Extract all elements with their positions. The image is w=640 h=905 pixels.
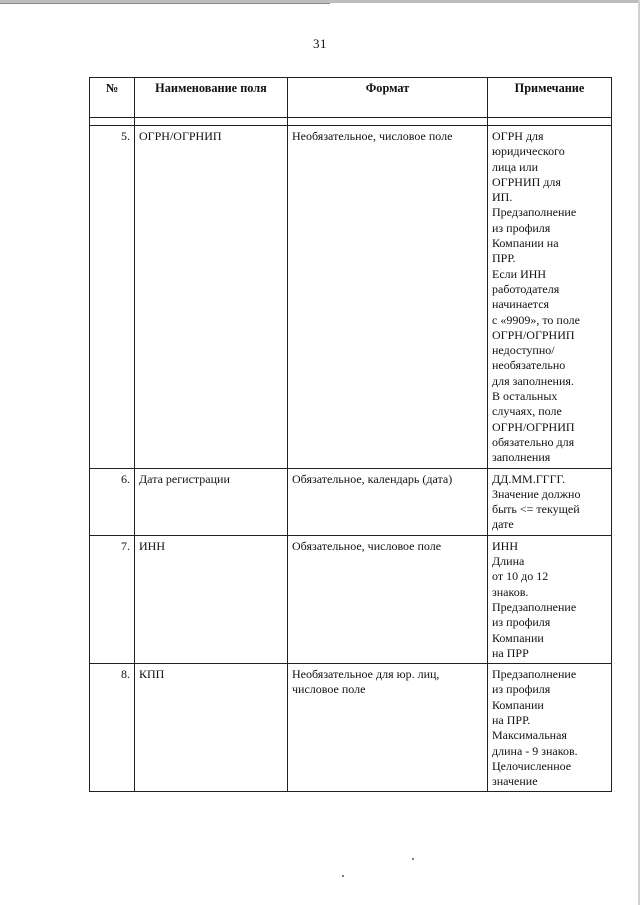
note-line: от 10 до 12 [492,569,549,584]
note-line: ИП. [492,190,513,205]
note-line: дате [492,517,514,532]
row-field-name: Дата регистрации [135,468,288,535]
header-format: Формат [288,78,488,118]
note-line: ИНН [492,538,518,553]
note-line: необязательно [492,358,566,373]
table-row [90,535,612,663]
note-line: из профиля [492,615,551,630]
note-line: на ПРР. [492,712,531,727]
note-line: Компании [492,630,544,645]
note-line: Целочисленное [492,758,572,773]
header-number: № [90,78,135,118]
scan-speck [342,875,344,877]
note-line: ОГРН/ОГРНИП [492,327,575,342]
table-header-row [90,78,612,118]
field-spec-table [89,77,612,792]
table-row [90,468,612,535]
table-row [90,664,612,792]
table-spacer-row [90,118,612,126]
row-format: Необязательное, числовое поле [288,126,488,469]
row-number: 8. [90,664,135,792]
row-number: 7. [90,535,135,663]
note-line: знаков. [492,584,529,599]
row-note [488,468,612,535]
note-line: заполнения [492,450,551,465]
note-line: длина - 9 знаков. [492,743,578,758]
note-line: с «9909», то поле [492,312,580,327]
note-line: на ПРР [492,645,529,660]
table-body [90,118,612,792]
row-note [488,535,612,663]
row-format: Необязательное для юр. лиц, числовое поле [288,664,488,792]
note-line: быть <= текущей [492,502,580,517]
note-line: из профиля [492,682,551,697]
row-format: Обязательное, календарь (дата) [288,468,488,535]
note-line: случаях, поле [492,404,562,419]
note-line: ОГРН/ОГРНИП [492,419,575,434]
row-number: 5. [90,126,135,469]
note-line: ПРР. [492,251,516,266]
note-line: для заполнения. [492,373,574,388]
row-field-name: ОГРН/ОГРНИП [135,126,288,469]
row-number: 6. [90,468,135,535]
note-line: В остальных [492,389,558,404]
note-line: Значение должно [492,486,581,501]
page-number: 31 [313,36,327,51]
note-line: Длина [492,554,525,569]
note-line: значение [492,774,538,789]
row-field-name: КПП [135,664,288,792]
note-line: лица или [492,159,538,174]
row-note [488,664,612,792]
note-line: Максимальная [492,728,567,743]
note-line: начинается [492,297,550,312]
note-line: Предзаполнение [492,667,577,682]
header-field-name: Наименование поля [135,78,288,118]
note-line: ДД.ММ.ГГГГ. [492,471,566,486]
note-line: из профиля [492,220,551,235]
note-line: Предзаполнение [492,205,577,220]
row-note [488,126,612,469]
row-format: Обязательное, числовое поле [288,535,488,663]
note-line: обязательно для [492,434,575,449]
scan-speck [412,858,414,860]
note-line: Компании [492,697,544,712]
note-line: юридического [492,144,565,159]
header-note: Примечание [488,78,612,118]
note-line: Компании на [492,236,559,251]
note-line: Предзаполнение [492,599,577,614]
note-line: ОГРН для [492,129,544,143]
note-line: ОГРНИП для [492,174,561,189]
note-line: недоступно/ [492,343,555,358]
note-line: Если ИНН [492,266,547,281]
row-field-name: ИНН [135,535,288,663]
note-line: работодателя [492,281,560,296]
table-row [90,126,612,469]
scan-edge-line [0,3,330,4]
